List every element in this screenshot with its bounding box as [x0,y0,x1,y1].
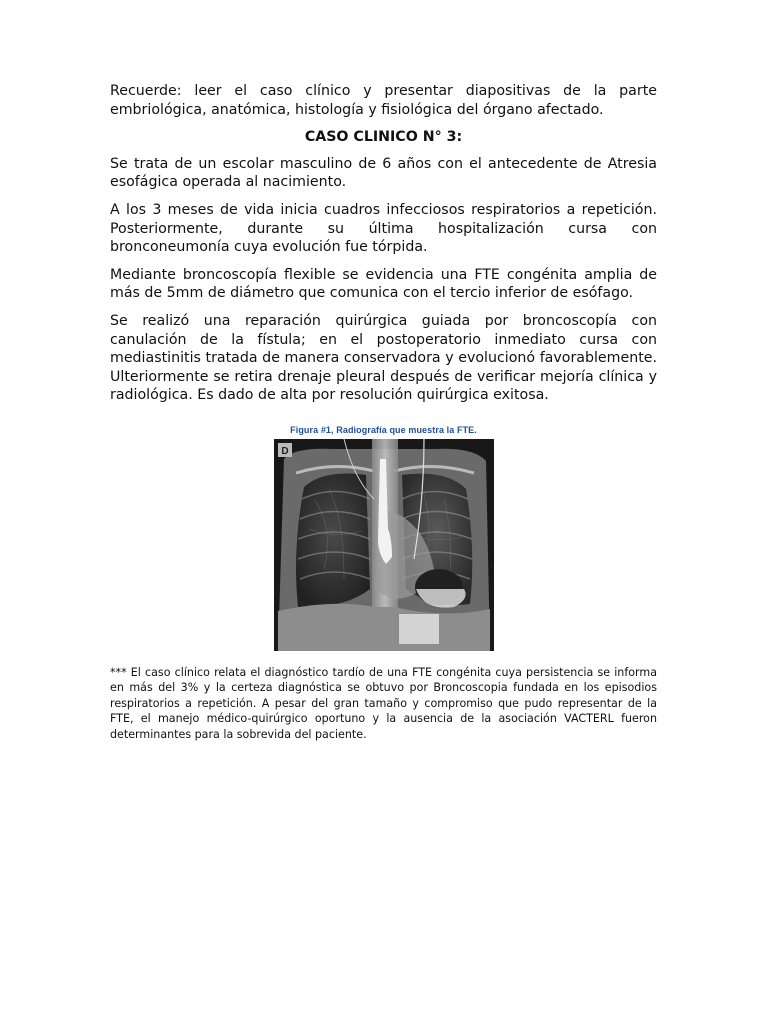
case-title: CASO CLINICO N° 3: [304,129,463,146]
case-paragraph-2: A los 3 meses de vida inicia cuadros infecciosos respiratorios a repetición. Posteriormente, durante su última hospitalización cursa con bronconeumonía cuya evolución fue tórpida. [110,201,657,256]
intro-paragraph: Recuerde: leer el caso clínico y presentar diapositivas de la parte embriológica, anatómica, histología y fisiológica del órgano afectado. [110,83,657,118]
figure-caption: Figura #1, Radiografía que muestra la FTE. [290,424,477,435]
case-paragraph-1: Se trata de un escolar masculino de 6 años con el antecedente de Atresia esofágica operada al nacimiento. [110,155,657,191]
document-page [110,82,657,742]
clinical-note: *** El caso clínico relata el diagnóstico tardío de una FTE congénita cuya persistencia se informa en más del 3% y la certeza diagnóstica se obtuvo por Broncoscopia fundada en los episodios respiratorios a repetición. A pesar del gran tamaño y compromiso que pudo representar de la FTE, el manejo médico-quirúrgico oportuno y la ausencia de la asociación VACTERL fueron determinantes para la sobrevida del paciente. [110,665,657,741]
case-paragraph-3: Mediante broncoscopía flexible se evidencia una FTE congénita amplia de más de 5mm de diámetro que comunica con el tercio inferior de esófago. [110,266,657,302]
figure [110,425,657,651]
xray-corner-marker: D [280,445,289,457]
case-paragraph-4: Se realizó una reparación quirúrgica guiada por broncoscopía con canulación de la fístula; en el postoperatorio inmediato cursa con mediastinitis tratada de manera conservadora y evolucionó favorablemente. Ulteriormente se retira drenaje pleural después de verificar mejoría clínica y radiológica. Es dado de alta por resolución quirúrgica exitosa. [110,312,657,404]
chest-xray-image [274,439,494,651]
